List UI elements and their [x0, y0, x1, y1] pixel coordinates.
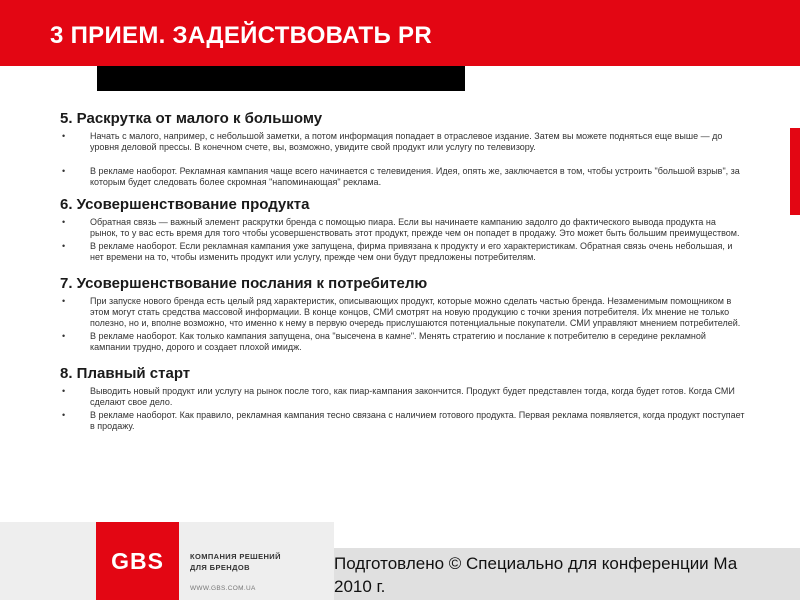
bullet-icon: •	[62, 386, 66, 396]
bullet-text: В рекламе наоборот. Как правило, рекламная кампания тесно связана с наличием готового продукта. Первая реклама появляется, когда продукт поступает в продажу.	[90, 410, 745, 431]
footer-note-line-2: 2010 г.	[334, 577, 386, 596]
footer-note-line-1: Подготовлено © Специально для конференции Ма	[334, 554, 738, 573]
section-title: 5. Раскрутка от малого к большому	[60, 110, 323, 127]
section-6	[60, 196, 746, 263]
side-accent-tab	[790, 128, 800, 215]
company-line-2: ДЛЯ БРЕНДОВ	[190, 563, 250, 572]
bullet-item	[60, 166, 746, 188]
bullet-icon: •	[62, 296, 66, 306]
bullet-icon: •	[62, 217, 66, 227]
bullet-icon: •	[62, 241, 66, 251]
bullet-text: Выводить новый продукт или услугу на рынок после того, как пиар-кампания закончится. Продукт будет представлен тогда, когда будет готов. Когда СМИ сделают свое дело.	[90, 386, 735, 407]
company-line-1: КОМПАНИЯ РЕШЕНИЙ	[190, 552, 281, 561]
company-url: WWW.GBS.COM.UA	[190, 585, 256, 592]
content-area	[60, 110, 746, 444]
bullet-icon: •	[62, 410, 66, 420]
section-title: 7. Усовершенствование послания к потребителю	[60, 275, 428, 292]
bullet-item	[60, 410, 746, 432]
section-title: 6. Усовершенствование продукта	[60, 196, 310, 213]
bullet-item	[60, 296, 746, 329]
bullet-text: Начать с малого, например, с небольшой заметки, а потом информация попадает в отраслевое издание. Затем вы можете подняться еще выше — до уровня деловой прессы. В конечном счете, вы, возможно, увидите свой продукт или услугу по телевизору.	[90, 131, 723, 152]
bullet-text: Обратная связь — важный элемент раскрутки бренда с помощью пиара. Если вы начинаете кампанию задолго до фактического вывода продукта на рынок, то у вас есть время для того чтобы усовершенствовать этот продукт, прежде чем он попадет в продажу. Это может быть большим преимуществом.	[90, 217, 740, 238]
page-title: 3 ПРИЕМ. ЗАДЕЙСТВОВАТЬ PR	[50, 22, 432, 49]
section-title: 8. Плавный старт	[60, 365, 191, 382]
bullet-item	[60, 217, 746, 239]
bullet-text: В рекламе наоборот. Если рекламная кампания уже запущена, фирма привязана к продукту и его характеристикам. Обратная связь очень небольшая, и нет времени на то, чтобы изменить продукт или услугу, прежде чем они будут предложены потребителям.	[90, 241, 733, 262]
title-underline-bar	[97, 66, 465, 91]
bullet-item	[60, 386, 746, 408]
company-tagline	[190, 551, 300, 573]
section-7	[60, 275, 746, 353]
bullet-item	[60, 331, 746, 353]
section-8	[60, 365, 746, 432]
bullet-item	[60, 131, 746, 153]
bullet-text: При запуске нового бренда есть целый ряд характеристик, описывающих продукт, которые можно сделать частью бренда. Незаменимым помощником в этом могут стать средства массовой информации. В конце концов, СМИ смотрят на новую продукцию с точки зрения потребителя. Их мнение не только полезно, но и, вполне возможно, что именно к нему в первую очередь прислушаются потенциальные покупатели. СМИ управляют мнением потребителей.	[90, 296, 741, 328]
bullet-icon: •	[62, 131, 66, 141]
bullet-text: В рекламе наоборот. Как только кампания запущена, она "высечена в камне". Менять стратегию и послание к потребителю в середине рекламной кампании трудно, дорого и создает плохой имидж.	[90, 331, 706, 352]
footer-note	[334, 552, 800, 598]
bullet-icon: •	[62, 166, 66, 176]
section-5	[60, 110, 746, 188]
gbs-logo: GBS	[96, 522, 179, 600]
bullet-item	[60, 241, 746, 263]
bullet-text: В рекламе наоборот. Рекламная кампания чаще всего начинается с телевидения. Идея, опять же, заключается в том, чтобы устроить "большой взрыв", за которым будет следовать более скромная "напоминающая" реклама.	[90, 166, 740, 187]
header-bar	[0, 0, 800, 66]
bullet-icon: •	[62, 331, 66, 341]
